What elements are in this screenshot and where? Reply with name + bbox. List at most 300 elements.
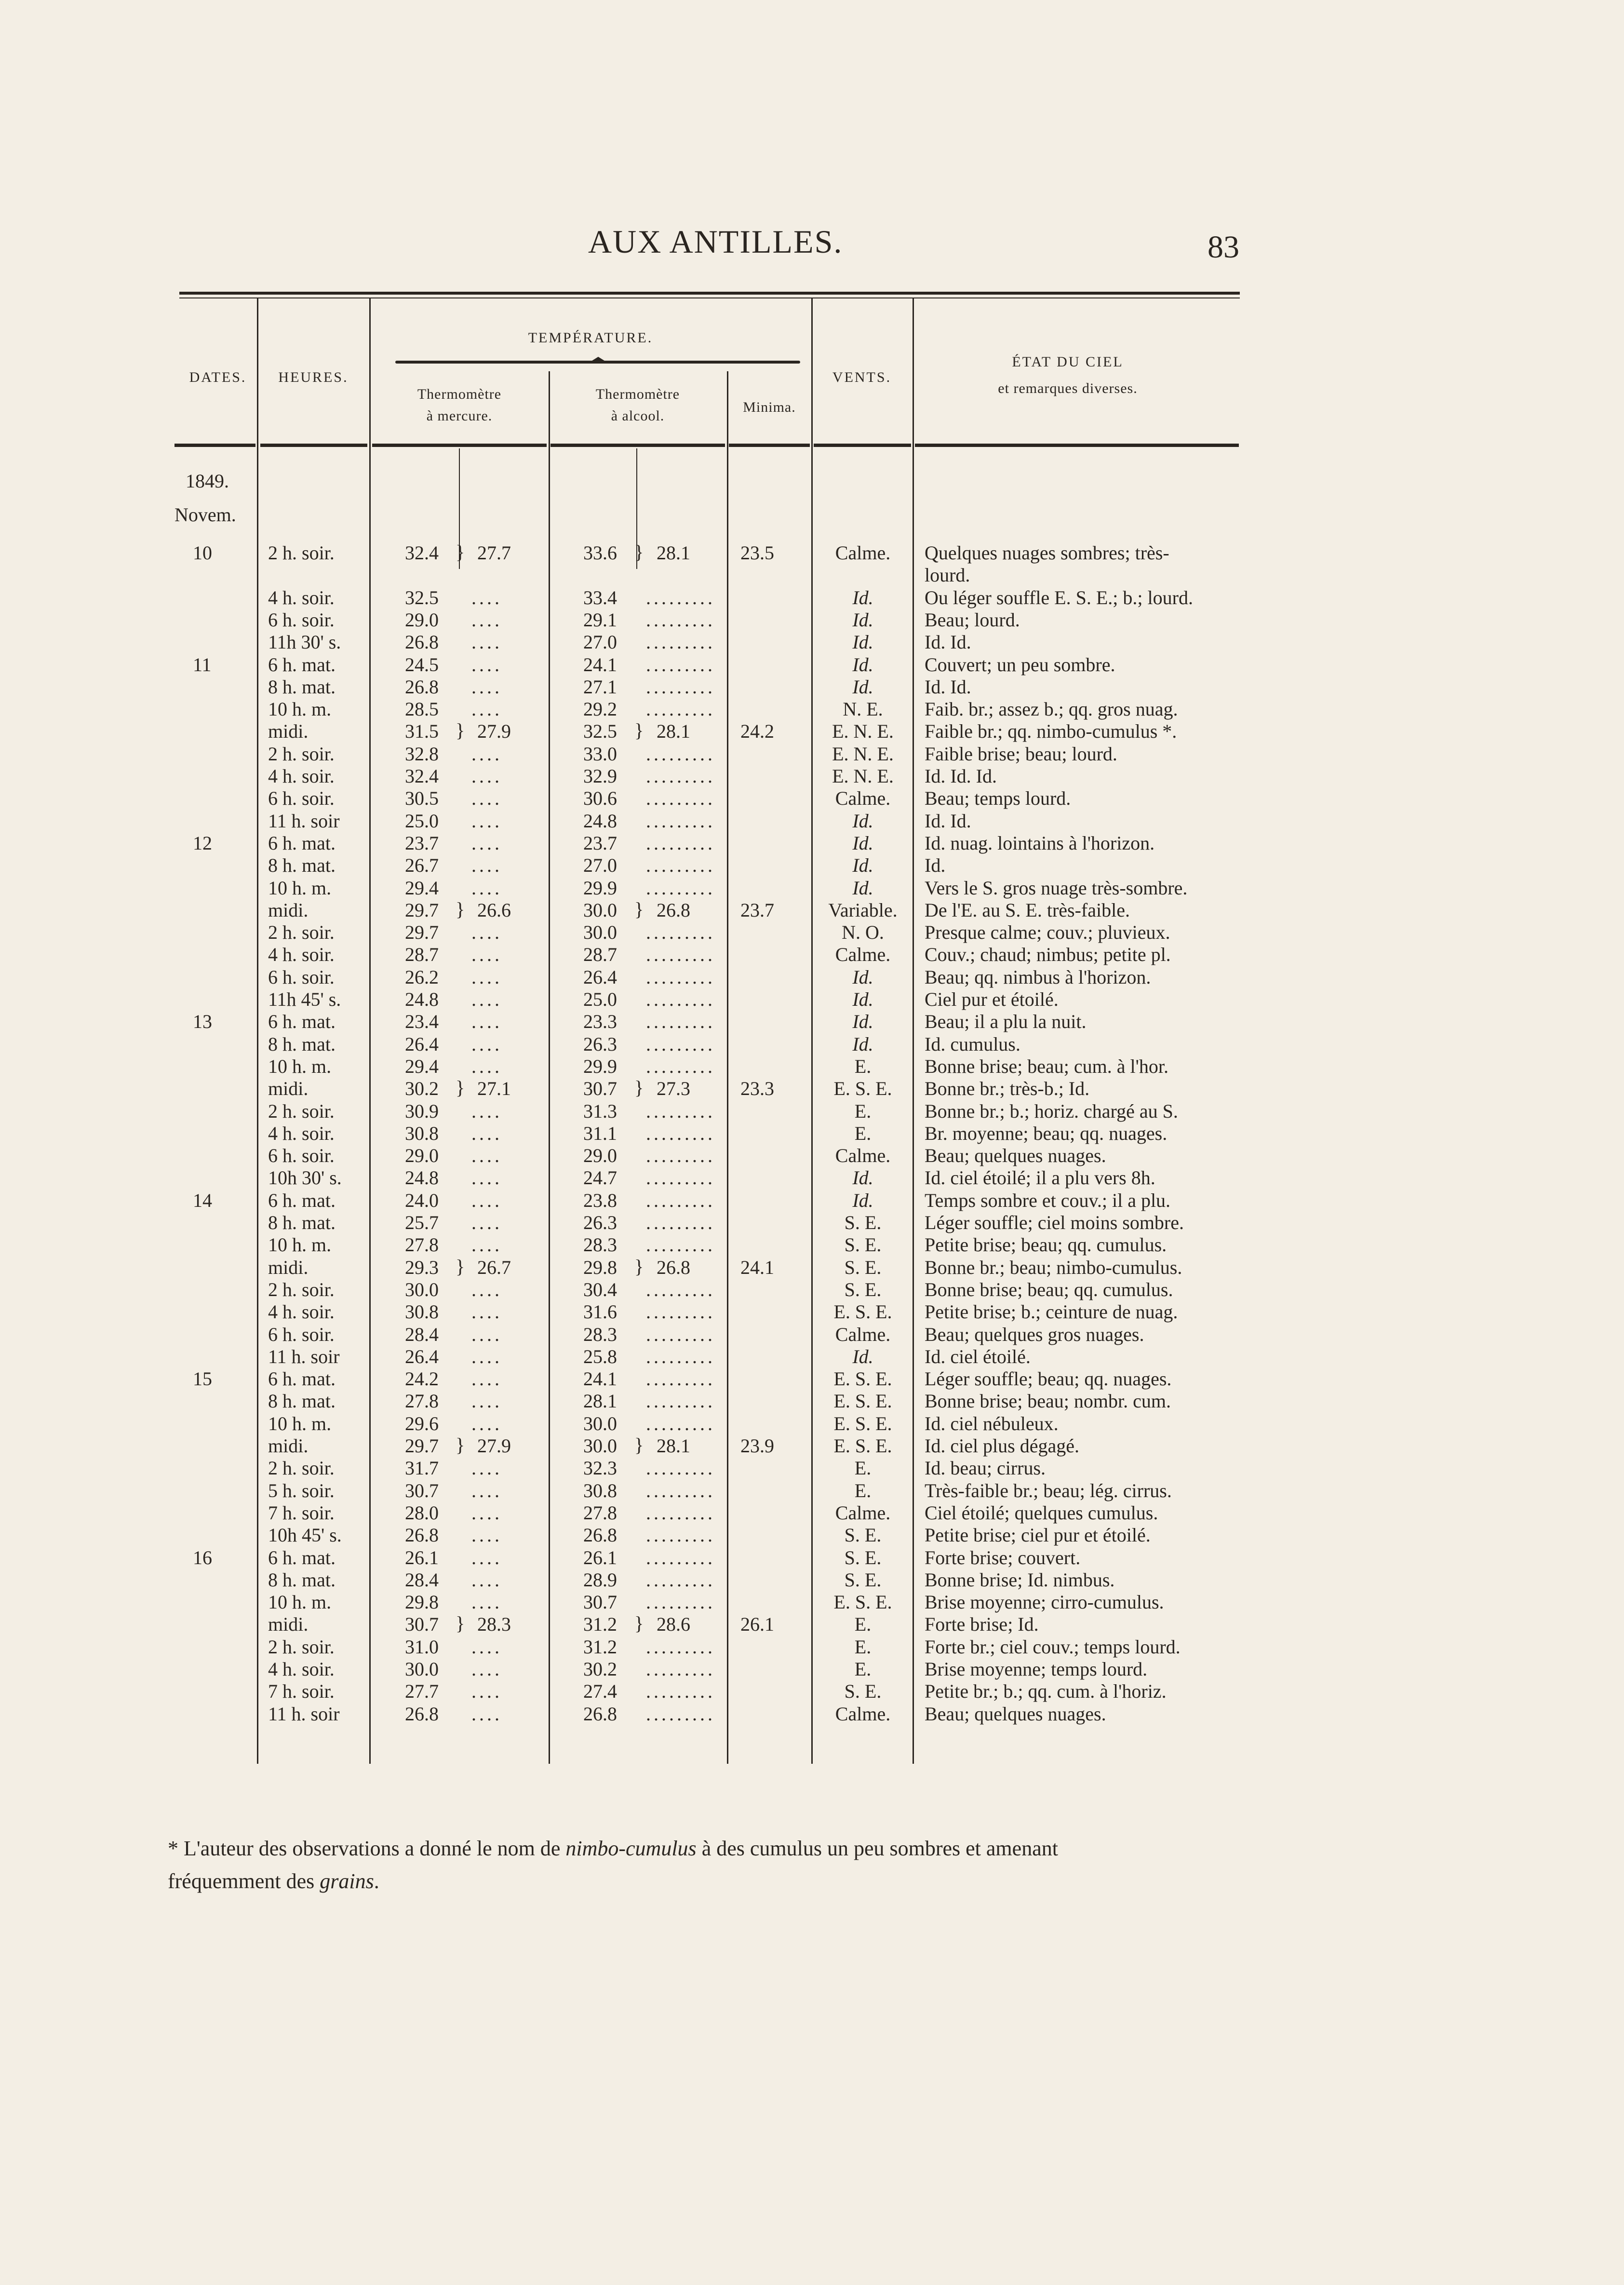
mercury-reading: 29.0 — [405, 1145, 439, 1166]
alcohol-leader-dots: ......... — [646, 1122, 715, 1144]
mercury-reading: 29.3 — [405, 1257, 439, 1278]
header-temperature: TEMPÉRATURE. — [528, 330, 653, 346]
time-cell: 11h 45' s. — [268, 988, 341, 1010]
alcohol-reading: 30.2 — [583, 1658, 617, 1680]
alcohol-leader-dots: ......... — [646, 587, 715, 608]
alcohol-leader-dots: ......... — [646, 1167, 715, 1189]
mercury-leader-dots: .... — [471, 1346, 502, 1367]
alcohol-leader-dots: ......... — [646, 1413, 715, 1434]
time-cell: 4 h. soir. — [268, 587, 335, 608]
mercury-reading: 29.6 — [405, 1413, 439, 1434]
sky-remark: Presque calme; couv.; pluvieux. — [925, 921, 1170, 943]
wind-cell: Calme. — [835, 944, 891, 965]
sky-remark: Léger souffle; beau; qq. nuages. — [925, 1368, 1172, 1390]
alcohol-leader-dots: ......... — [646, 1524, 715, 1546]
wind-cell: E. — [854, 1480, 872, 1501]
alcohol-leader-dots: ......... — [646, 1100, 715, 1122]
mercury-leader-dots: .... — [471, 1100, 502, 1122]
sky-remark: Bonne brise; beau; cum. à l'hor. — [925, 1055, 1168, 1077]
alcohol-reading: 29.0 — [583, 1145, 617, 1166]
mercury-reading: 24.8 — [405, 1167, 439, 1189]
alcohol-reading: 23.7 — [583, 832, 617, 854]
sky-remark: Beau; il a plu la nuit. — [925, 1011, 1087, 1032]
sky-remark: Léger souffle; ciel moins sombre. — [925, 1212, 1184, 1233]
alcohol-reading: 31.6 — [583, 1301, 617, 1323]
mercury-leader-dots: .... — [471, 1703, 502, 1725]
mercury-reading: 27.8 — [405, 1390, 439, 1412]
mercury-leader-dots: .... — [471, 810, 502, 832]
alcohol-leader-dots: ......... — [646, 1301, 715, 1323]
time-cell: 2 h. soir. — [268, 542, 335, 564]
sky-remark: Id. Id. — [925, 676, 971, 698]
wind-cell: E. — [854, 1636, 872, 1658]
sky-remark: Id. Id. — [925, 810, 971, 832]
sky-remark: Forte br.; ciel couv.; temps lourd. — [925, 1636, 1181, 1658]
alcohol-leader-dots: ......... — [646, 1234, 715, 1256]
col-sep-dates — [257, 298, 258, 1764]
sky-remark: Forte brise; Id. — [925, 1613, 1039, 1635]
wind-cell: E. S. E. — [833, 1413, 892, 1434]
mercury-leader-dots: .... — [471, 1524, 502, 1546]
alcohol-leader-dots: ......... — [646, 1703, 715, 1725]
daily-minima: 23.3 — [740, 1078, 774, 1099]
mercury-leader-dots: .... — [471, 631, 502, 653]
alcohol-reading: 33.0 — [583, 743, 617, 765]
header-thermo-mercure-line1: Thermomètre — [417, 386, 502, 402]
sky-remark: Faible brise; beau; lourd. — [925, 743, 1117, 765]
alcohol-brace: } — [634, 898, 644, 920]
mercury-brace: } — [456, 541, 465, 563]
mercury-reading: 26.4 — [405, 1346, 439, 1367]
time-cell: 6 h. mat. — [268, 1011, 336, 1032]
alcohol-leader-dots: ......... — [646, 1011, 715, 1032]
mercury-reading: 24.8 — [405, 988, 439, 1010]
mercury-reading: 27.7 — [405, 1680, 439, 1702]
sky-remark: Faib. br.; assez b.; qq. gros nuag. — [925, 698, 1178, 720]
sky-remark: Brise moyenne; temps lourd. — [925, 1658, 1148, 1680]
wind-cell: S. E. — [844, 1547, 882, 1568]
sky-remark: Beau; quelques gros nuages. — [925, 1324, 1144, 1345]
col-sep-vents — [913, 298, 914, 1764]
mercury-leader-dots: .... — [471, 654, 502, 676]
mercury-brace: } — [456, 1077, 465, 1098]
alcohol-reading: 23.3 — [583, 1011, 617, 1032]
wind-cell: Calme. — [835, 1703, 891, 1725]
mercury-reading: 30.7 — [405, 1480, 439, 1501]
alcohol-daily-mean: 28.6 — [657, 1613, 690, 1635]
mercury-reading: 31.7 — [405, 1457, 439, 1479]
alcohol-leader-dots: ......... — [646, 1190, 715, 1211]
mercury-reading: 28.7 — [405, 944, 439, 965]
sky-remark: Bonne brise; Id. nimbus. — [925, 1569, 1115, 1591]
sky-remark: Id. — [925, 854, 946, 876]
col-sep-merc — [549, 371, 550, 1764]
time-cell: 8 h. mat. — [268, 1569, 336, 1591]
page-number: 83 — [1208, 230, 1239, 265]
alcohol-leader-dots: ......... — [646, 1569, 715, 1591]
header-thermo-mercure-line2: à mercure. — [426, 408, 493, 424]
mercury-leader-dots: .... — [471, 1680, 502, 1702]
sky-remark: Id. nuag. lointains à l'horizon. — [925, 832, 1155, 854]
alcohol-reading: 29.1 — [583, 609, 617, 631]
mercury-leader-dots: .... — [471, 787, 502, 809]
mercury-leader-dots: .... — [471, 1502, 502, 1524]
alcohol-leader-dots: ......... — [646, 698, 715, 720]
mercury-reading: 29.7 — [405, 899, 439, 921]
mercury-reading: 30.2 — [405, 1078, 439, 1099]
time-cell: 6 h. mat. — [268, 1190, 336, 1211]
mercury-leader-dots: .... — [471, 1190, 502, 1211]
mercury-leader-dots: .... — [471, 921, 502, 943]
mercury-reading: 28.0 — [405, 1502, 439, 1524]
date-cell: 16 — [193, 1547, 212, 1568]
mercury-reading: 24.2 — [405, 1368, 439, 1390]
alcohol-brace: } — [634, 1256, 644, 1277]
alcohol-reading: 27.4 — [583, 1680, 617, 1702]
mercury-leader-dots: .... — [471, 609, 502, 631]
header-thermo-alcool-line1: Thermomètre — [595, 386, 680, 402]
sky-remark: Brise moyenne; cirro-cumulus. — [925, 1591, 1164, 1613]
alcohol-reading: 26.8 — [583, 1703, 617, 1725]
time-cell: 10 h. m. — [268, 1234, 332, 1256]
alcohol-leader-dots: ......... — [646, 1033, 715, 1055]
sky-remark: Bonne br.; beau; nimbo-cumulus. — [925, 1257, 1182, 1278]
sky-remark: Temps sombre et couv.; il a plu. — [925, 1190, 1171, 1211]
sky-remark: Petite brise; beau; qq. cumulus. — [925, 1234, 1167, 1256]
alcohol-reading: 28.1 — [583, 1390, 617, 1412]
wind-cell: Calme. — [835, 1145, 891, 1166]
mercury-reading: 29.8 — [405, 1591, 439, 1613]
wind-cell: S. E. — [844, 1569, 882, 1591]
mercury-reading: 30.9 — [405, 1100, 439, 1122]
sky-remark: Petite brise; ciel pur et étoilé. — [925, 1524, 1151, 1546]
mercury-reading: 25.7 — [405, 1212, 439, 1233]
sky-remark: Bonne br.; b.; horiz. chargé au S. — [925, 1100, 1178, 1122]
alcohol-reading: 26.3 — [583, 1212, 617, 1233]
wind-cell: N. E. — [843, 698, 883, 720]
alcohol-reading: 30.7 — [583, 1591, 617, 1613]
mercury-brace: } — [456, 898, 465, 920]
alcohol-reading: 29.9 — [583, 1055, 617, 1077]
wind-cell: Id. — [852, 1033, 873, 1055]
wind-cell: S. E. — [844, 1680, 882, 1702]
col-sep-alc — [727, 371, 728, 1764]
alcohol-daily-mean: 28.1 — [657, 1435, 690, 1457]
mercury-reading: 30.5 — [405, 787, 439, 809]
time-cell: 2 h. soir. — [268, 743, 335, 765]
alcohol-reading: 32.9 — [583, 765, 617, 787]
alcohol-reading: 26.3 — [583, 1033, 617, 1055]
time-cell: 8 h. mat. — [268, 1033, 336, 1055]
alcohol-reading: 27.8 — [583, 1502, 617, 1524]
mercury-daily-mean: 26.7 — [477, 1257, 511, 1278]
alcohol-leader-dots: ......... — [646, 787, 715, 809]
wind-cell: S. E. — [844, 1257, 882, 1278]
wind-cell: N. O. — [842, 921, 884, 943]
alcohol-brace: } — [634, 719, 644, 741]
alcohol-reading: 30.8 — [583, 1480, 617, 1501]
date-cell: 14 — [193, 1190, 212, 1211]
mercury-daily-mean: 27.7 — [477, 542, 511, 564]
wind-cell: Id. — [852, 676, 873, 698]
mercury-reading: 30.8 — [405, 1122, 439, 1144]
alcohol-leader-dots: ......... — [646, 1658, 715, 1680]
alcohol-leader-dots: ......... — [646, 1636, 715, 1658]
alcohol-reading: 29.9 — [583, 877, 617, 899]
alcohol-leader-dots: ......... — [646, 988, 715, 1010]
alcohol-reading: 29.8 — [583, 1257, 617, 1278]
alcohol-reading: 28.7 — [583, 944, 617, 965]
alcohol-leader-dots: ......... — [646, 944, 715, 965]
wind-cell: Id. — [852, 1011, 873, 1032]
alcohol-leader-dots: ......... — [646, 654, 715, 676]
wind-cell: Id. — [852, 810, 873, 832]
mercury-reading: 32.4 — [405, 765, 439, 787]
wind-cell: Calme. — [835, 787, 891, 809]
wind-cell: Calme. — [835, 542, 891, 564]
alcohol-leader-dots: ......... — [646, 1547, 715, 1568]
alcohol-reading: 30.0 — [583, 921, 617, 943]
sky-remark: Beau; qq. nimbus à l'horizon. — [925, 966, 1151, 988]
time-cell: 2 h. soir. — [268, 1636, 335, 1658]
alcohol-leader-dots: ......... — [646, 1390, 715, 1412]
running-title: AUX ANTILLES. — [588, 223, 843, 260]
footnote-star: * — [168, 1837, 178, 1860]
date-cell: 15 — [193, 1368, 212, 1390]
wind-cell: E. — [854, 1613, 872, 1635]
footnote-italic-1: nimbo-cumulus — [565, 1837, 697, 1860]
mercury-reading: 26.2 — [405, 966, 439, 988]
alcohol-reading: 27.0 — [583, 854, 617, 876]
mercury-reading: 31.5 — [405, 720, 439, 742]
alcohol-reading: 31.2 — [583, 1613, 617, 1635]
footnote-text-1: L'auteur des observations a donné le nom de — [178, 1837, 566, 1860]
time-cell: 11h 30' s. — [268, 631, 341, 653]
alcohol-leader-dots: ......... — [646, 1502, 715, 1524]
wind-cell: E. S. E. — [833, 1368, 892, 1390]
mercury-reading: 26.8 — [405, 631, 439, 653]
wind-cell: S. E. — [844, 1524, 882, 1546]
time-cell: 6 h. soir. — [268, 1324, 335, 1345]
alcohol-reading: 26.4 — [583, 966, 617, 988]
header-rule-etat — [915, 444, 1239, 447]
date-cell: 10 — [193, 542, 212, 564]
top-rule — [179, 292, 1240, 295]
header-rule-alc — [550, 444, 725, 447]
footnote-italic-2: grains — [320, 1869, 374, 1893]
alcohol-leader-dots: ......... — [646, 877, 715, 899]
header-thermo-alcool — [550, 383, 726, 427]
wind-cell: S. E. — [844, 1212, 882, 1233]
mercury-daily-mean: 26.6 — [477, 899, 511, 921]
alcohol-daily-mean: 26.8 — [657, 899, 690, 921]
alcohol-reading: 30.7 — [583, 1078, 617, 1099]
time-cell: 11 h. soir — [268, 1346, 340, 1367]
time-cell: 10 h. m. — [268, 1055, 332, 1077]
mercury-reading: 28.5 — [405, 698, 439, 720]
alcohol-leader-dots: ......... — [646, 966, 715, 988]
alcohol-leader-dots: ......... — [646, 609, 715, 631]
alcohol-reading: 33.4 — [583, 587, 617, 608]
header-etat — [913, 351, 1222, 399]
alcohol-leader-dots: ......... — [646, 810, 715, 832]
time-cell: 11 h. soir — [268, 1703, 340, 1725]
sky-remark: Très-faible br.; beau; lég. cirrus. — [925, 1480, 1172, 1501]
alcohol-reading: 27.1 — [583, 676, 617, 698]
time-cell: midi. — [268, 1613, 309, 1635]
mercury-reading: 28.4 — [405, 1569, 439, 1591]
header-thermo-alcool-line2: à alcool. — [611, 408, 665, 424]
mercury-reading: 30.8 — [405, 1301, 439, 1323]
mercury-leader-dots: .... — [471, 1212, 502, 1233]
mercury-leader-dots: .... — [471, 1234, 502, 1256]
footnote-text-2: à des cumulus un peu sombres et amenant — [696, 1837, 1058, 1860]
mercury-reading: 26.8 — [405, 1524, 439, 1546]
header-etat-line1: ÉTAT DU CIEL — [1012, 354, 1124, 370]
mercury-reading: 30.0 — [405, 1658, 439, 1680]
sky-remark: Id. Id. Id. — [925, 765, 997, 787]
mercury-reading: 31.0 — [405, 1636, 439, 1658]
mercury-reading: 26.7 — [405, 854, 439, 876]
time-cell: midi. — [268, 720, 309, 742]
time-cell: 10 h. m. — [268, 698, 332, 720]
mercury-leader-dots: .... — [471, 1279, 502, 1300]
sky-remark: Petite brise; b.; ceinture de nuag. — [925, 1301, 1178, 1323]
time-cell: 6 h. soir. — [268, 787, 335, 809]
mercury-leader-dots: .... — [471, 877, 502, 899]
mercury-leader-dots: .... — [471, 1591, 502, 1613]
alcohol-leader-dots: ......... — [646, 1480, 715, 1501]
wind-cell: Id. — [852, 854, 873, 876]
footnote-text-4: . — [374, 1869, 379, 1893]
alcohol-leader-dots: ......... — [646, 854, 715, 876]
wind-cell: E. S. E. — [833, 1078, 892, 1099]
mercury-leader-dots: .... — [471, 1055, 502, 1077]
header-etat-line2: et remarques diverses. — [998, 380, 1138, 396]
header-thermo-mercure — [371, 383, 548, 427]
sky-remark: Couvert; un peu sombre. — [925, 654, 1115, 676]
mercury-reading: 27.8 — [405, 1234, 439, 1256]
mercury-leader-dots: .... — [471, 1324, 502, 1345]
time-cell: 6 h. mat. — [268, 1368, 336, 1390]
time-cell: 10h 45' s. — [268, 1524, 342, 1546]
alcohol-leader-dots: ......... — [646, 676, 715, 698]
alcohol-reading: 28.3 — [583, 1324, 617, 1345]
mercury-leader-dots: .... — [471, 743, 502, 765]
wind-cell: E. S. E. — [833, 1435, 892, 1457]
sky-remark: Id. Id. — [925, 631, 971, 653]
sky-remark: Bonne brise; beau; nombr. cum. — [925, 1390, 1171, 1412]
wind-cell: E. — [854, 1100, 872, 1122]
time-cell: 10 h. m. — [268, 1413, 332, 1434]
sky-remark: Ou léger souffle E. S. E.; b.; lourd. — [925, 587, 1193, 608]
wind-cell: E. — [854, 1122, 872, 1144]
sky-remark: Couv.; chaud; nimbus; petite pl. — [925, 944, 1171, 965]
alcohol-reading: 24.1 — [583, 1368, 617, 1390]
alcohol-leader-dots: ......... — [646, 1145, 715, 1166]
time-cell: 6 h. soir. — [268, 966, 335, 988]
date-cell: 13 — [193, 1011, 212, 1032]
sky-remark: Id. cumulus. — [925, 1033, 1020, 1055]
alcohol-reading: 30.4 — [583, 1279, 617, 1300]
sky-remark: Ciel étoilé; quelques cumulus. — [925, 1502, 1158, 1524]
alcohol-reading: 28.9 — [583, 1569, 617, 1591]
time-cell: 8 h. mat. — [268, 854, 336, 876]
date-cell: 11 — [193, 654, 212, 676]
header-minima: Minima. — [743, 399, 796, 415]
mercury-leader-dots: .... — [471, 1145, 502, 1166]
alcohol-reading: 27.0 — [583, 631, 617, 653]
mercury-brace: } — [456, 1434, 465, 1456]
alcohol-reading: 25.0 — [583, 988, 617, 1010]
time-cell: 4 h. soir. — [268, 944, 335, 965]
alcohol-daily-mean: 28.1 — [657, 720, 690, 742]
wind-cell: E. S. E. — [833, 1591, 892, 1613]
mercury-leader-dots: .... — [471, 698, 502, 720]
mercury-reading: 29.4 — [405, 1055, 439, 1077]
time-cell: 4 h. soir. — [268, 1122, 335, 1144]
wind-cell: E. — [854, 1658, 872, 1680]
header-rule-minima — [729, 444, 810, 447]
col-sep-temp — [811, 298, 813, 1764]
time-cell: 10 h. m. — [268, 1591, 332, 1613]
time-cell: 6 h. mat. — [268, 832, 336, 854]
mercury-reading: 26.4 — [405, 1033, 439, 1055]
wind-cell: Id. — [852, 654, 873, 676]
alcohol-reading: 25.8 — [583, 1346, 617, 1367]
sky-remark: Vers le S. gros nuage très-sombre. — [925, 877, 1188, 899]
header-rule-heures — [260, 444, 367, 447]
mercury-brace: } — [456, 1612, 465, 1634]
mercury-reading: 29.7 — [405, 1435, 439, 1457]
mercury-reading: 32.4 — [405, 542, 439, 564]
daily-minima: 24.1 — [740, 1257, 774, 1278]
sky-remark: Bonne br.; très-b.; Id. — [925, 1078, 1090, 1099]
top-rule-thin — [179, 297, 1240, 298]
wind-cell: Calme. — [835, 1502, 891, 1524]
mercury-leader-dots: .... — [471, 1636, 502, 1658]
wind-cell: Calme. — [835, 1324, 891, 1345]
alcohol-leader-dots: ......... — [646, 1368, 715, 1390]
mercury-daily-mean: 28.3 — [477, 1613, 511, 1635]
sky-remark: Br. moyenne; beau; qq. nuages. — [925, 1122, 1168, 1144]
mercury-reading: 29.7 — [405, 921, 439, 943]
sky-remark: Petite br.; b.; qq. cum. à l'horiz. — [925, 1680, 1167, 1702]
alcohol-reading: 31.2 — [583, 1636, 617, 1658]
daily-minima: 23.9 — [740, 1435, 774, 1457]
wind-cell: Id. — [852, 1346, 873, 1367]
time-cell: 5 h. soir. — [268, 1480, 335, 1501]
alcohol-brace: } — [634, 1612, 644, 1634]
wind-cell: Id. — [852, 988, 873, 1010]
sky-remark: Beau; quelques nuages. — [925, 1145, 1106, 1166]
wind-cell: E. S. E. — [833, 1390, 892, 1412]
alcohol-leader-dots: ......... — [646, 1212, 715, 1233]
header-rule-merc — [372, 444, 547, 447]
mercury-brace: } — [456, 719, 465, 741]
alcohol-daily-mean: 27.3 — [657, 1078, 690, 1099]
mercury-reading: 30.0 — [405, 1279, 439, 1300]
alcohol-leader-dots: ......... — [646, 1324, 715, 1345]
sky-remark: Id. ciel nébuleux. — [925, 1413, 1059, 1434]
mercury-leader-dots: .... — [471, 1457, 502, 1479]
mercury-reading: 32.8 — [405, 743, 439, 765]
alcohol-reading: 31.3 — [583, 1100, 617, 1122]
sky-remark: Bonne brise; beau; qq. cumulus. — [925, 1279, 1173, 1300]
mercury-leader-dots: .... — [471, 1368, 502, 1390]
time-cell: midi. — [268, 1435, 309, 1457]
time-cell: midi. — [268, 1257, 309, 1278]
